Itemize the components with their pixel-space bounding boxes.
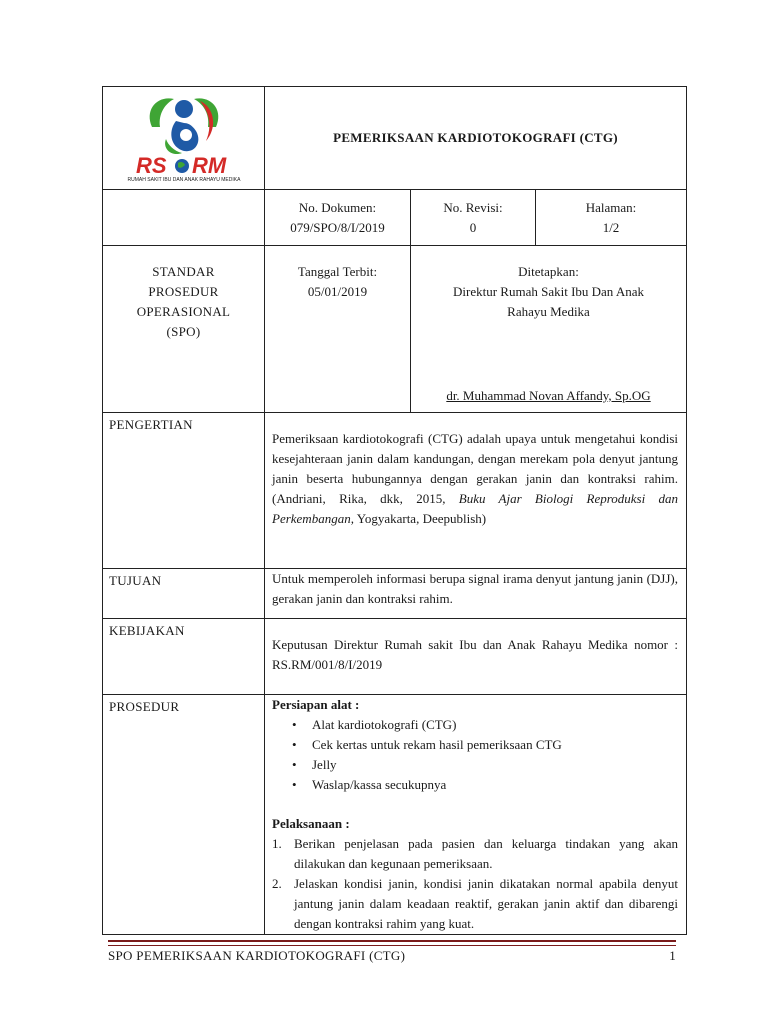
footer-rule-thin [108,945,676,946]
prep-title: Persiapan alat : [272,697,360,712]
doc-number-value: 079/SPO/8/I/2019 [290,220,385,235]
prosedur-label: PROSEDUR [103,695,265,935]
logo-spacer-cell [103,190,265,246]
issue-date-value: 05/01/2019 [307,284,368,299]
impl-title: Pelaksanaan : [272,816,350,831]
issue-date-label: Tanggal Terbit: [297,264,378,279]
prep-item: • Cek kertas untuk rekam hasil pemeriksaan CTG [294,735,678,755]
pengertian-text: Pemeriksaan kardiotokografi (CTG) adalah upaya untuk mengetahui kondisi kesejahteraan janin dalam kandungan, dengan merekam pola denyut jantung janin beserta hubungannya dengan gerakan janin dan kontraksi rahim. (Andriani, Rika, dkk, 2015, [272,431,678,506]
prep-item: • Waslap/kassa secukupnya [294,775,678,795]
page-cell [536,190,687,246]
logo-subtitle: RUMAH SAKIT IBU DAN ANAK RAHAYU MEDIKA [127,177,240,183]
spo-heading-cell [103,246,265,413]
issue-date-cell [265,246,411,413]
footer-page-number: 1 [669,948,676,963]
kebijakan-label: KEBIJAKAN [103,619,265,695]
prep-item: • Jelly [294,755,678,775]
hospital-logo [122,87,246,183]
logo-green-arc-left [149,98,173,127]
footer-title: SPO PEMERIKSAAN KARDIOTOKOGRAFI (CTG) [108,948,406,963]
tujuan-text: Untuk memperoleh informasi berupa signal irama denyut jantung janin (DJJ), gerakan janin dan kontraksi rahim. [272,571,678,606]
logo-blue-head [175,100,193,118]
logo-wordmark-left: RS [135,153,167,178]
prep-list [272,715,678,795]
page-value: 1/2 [602,220,620,235]
revision-value: 0 [469,220,477,235]
prosedur-content [265,695,687,935]
kebijakan-content [265,619,687,695]
spo-line-4: (SPO) [166,324,201,339]
spo-line-1: STANDAR [152,264,215,279]
pengertian-publisher: Yogyakarta, Deepublish) [356,511,487,526]
approval-label: Ditetapkan: [518,264,579,279]
step-text: Jelaskan kondisi janin, kondisi janin dikatakan normal apabila denyut jantung janin dalam keadaan reaktif, gerakan janin aktif dan dibarengi dengan kontraksi rahim yang kuat. [294,876,678,931]
revision-cell [411,190,536,246]
pengertian-book-title: Buku Ajar Biologi Reproduksi dan Perkembangan, [272,491,679,526]
director-title: Direktur Rumah Sakit Ibu Dan Anak Rahayu Medika [453,284,644,319]
logo-cell [103,87,265,190]
logo-blue-baby [180,129,192,141]
doc-number-cell [265,190,411,246]
signer-name: dr. Muhammad Novan Affandy, Sp.OG [446,388,651,403]
spo-line-2: PROSEDUR [148,284,219,299]
step-text: Berikan penjelasan pada pasien dan keluarga tindakan yang akan dilakukan dan kegunaan pemeriksaan. [294,836,678,871]
step-number: 2. [272,876,282,891]
logo-wordmark-right: RM [191,153,226,178]
step-number: 1. [272,836,282,851]
pengertian-content [265,413,687,569]
spo-document-table [102,86,687,935]
steps-list [272,834,678,934]
tujuan-content [265,569,687,619]
doc-number-label: No. Dokumen: [298,200,377,215]
tujuan-label: TUJUAN [103,569,265,619]
page-label: Halaman: [585,200,637,215]
step-item [272,874,678,934]
page-footer [108,948,676,964]
revision-label: No. Revisi: [443,200,503,215]
logo-green-arc-right [194,98,218,127]
spo-line-3: OPERASIONAL [136,304,231,319]
approval-cell [411,246,687,413]
footer-rule-thick [108,940,676,942]
pengertian-label: PENGERTIAN [103,413,265,569]
kebijakan-text: Keputusan Direktur Rumah sakit Ibu dan Anak Rahayu Medika nomor : RS.RM/001/8/I/2019 [272,637,678,672]
step-item [272,834,678,874]
prep-item: • Alat kardiotokografi (CTG) [294,715,678,735]
document-title: PEMERIKSAAN KARDIOTOKOGRAFI (CTG) [265,87,687,190]
